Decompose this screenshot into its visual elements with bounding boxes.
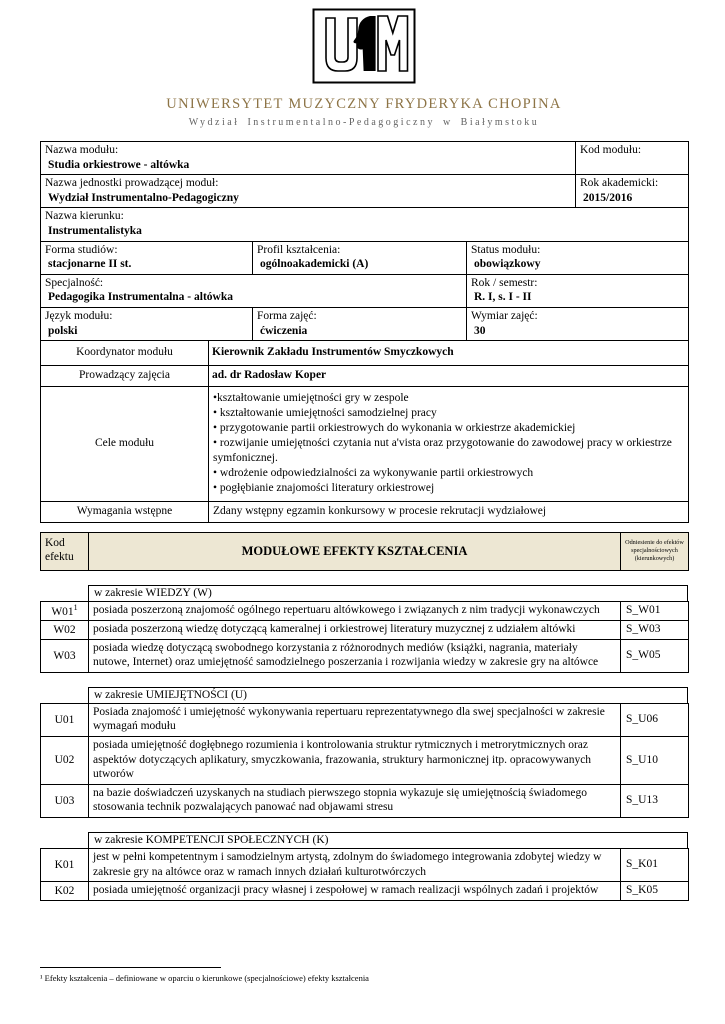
cell-kod-modulu bbox=[576, 142, 689, 175]
kierunek-value: Instrumentalistyka bbox=[48, 224, 142, 237]
effect-text: na bazie doświadczeń uzyskanych na studiach pierwszego stopnia wykazuje się umiejętnością świadomego stosowania technik pozwalających panować nad objawami stresu bbox=[89, 784, 621, 817]
effect-code: K01 bbox=[41, 849, 89, 882]
kierunek-label: Nazwa kierunku: bbox=[45, 210, 124, 223]
effect-ref: S_K05 bbox=[621, 882, 689, 901]
cell-forma-zajec bbox=[253, 307, 467, 340]
row-specjalnosc bbox=[41, 274, 689, 307]
footnote-marker: 1 bbox=[73, 602, 78, 612]
effects-table-umiejetnosci bbox=[40, 703, 689, 818]
university-name: UNIWERSYTET MUZYCZNY FRYDERYKA CHOPINA bbox=[166, 96, 562, 112]
wymiar-zajec-value: 30 bbox=[474, 324, 486, 337]
row-wymagania bbox=[41, 501, 689, 522]
cele-bullet: • kształtowanie umiejętności samodzielnej pracy bbox=[213, 407, 437, 420]
section-title-umiejetnosci: w zakresie UMIEJĘTNOŚCI (U) bbox=[88, 687, 688, 704]
cell-nazwa-modulu bbox=[41, 142, 576, 175]
forma-studiow-label: Forma studiów: bbox=[45, 243, 118, 256]
rok-semestr-value: R. I, s. I - II bbox=[474, 291, 532, 304]
header bbox=[40, 8, 688, 128]
cell-rok-semestr bbox=[467, 274, 689, 307]
effect-ref: S_U06 bbox=[621, 703, 689, 736]
university-logo-icon bbox=[312, 8, 416, 84]
effect-ref: S_U10 bbox=[621, 737, 689, 785]
rok-akademicki-label: Rok akademicki: bbox=[580, 177, 659, 190]
wymiar-zajec-label: Wymiar zajęć: bbox=[471, 309, 538, 322]
kod-modulu-label: Kod modułu: bbox=[580, 144, 642, 156]
effect-row bbox=[41, 882, 689, 901]
cell-jednostka bbox=[41, 175, 576, 208]
effect-text: posiada umiejętność organizacji pracy własnej i zespołowej w ramach realizacji wspólnych zadań i projektów bbox=[89, 882, 621, 901]
effect-code bbox=[41, 601, 89, 620]
cell-kierunek bbox=[41, 208, 689, 241]
cell-jezyk bbox=[41, 307, 253, 340]
jednostka-label: Nazwa jednostki prowadzącej moduł: bbox=[45, 177, 219, 190]
jezyk-label: Język modułu: bbox=[45, 309, 113, 322]
effect-code: U03 bbox=[41, 784, 89, 817]
effect-text: posiada poszerzoną znajomość ogólnego repertuaru altówkowego i związanych z nim tradycji wykonawczych bbox=[89, 601, 621, 620]
effect-text: jest w pełni kompetentnym i samodzielnym artystą, zdolnym do świadomego integrowania zdobytej wiedzy w zakresie gry na altówce oraz w ramach innych działań kulturotwórczych bbox=[89, 849, 621, 882]
prowadzacy-label: Prowadzący zajęcia bbox=[41, 366, 209, 387]
footnote-divider bbox=[40, 967, 221, 968]
effect-row bbox=[41, 737, 689, 785]
cele-bullet: • pogłębianie znajomości literatury orkiestrowej bbox=[213, 481, 435, 494]
wymagania-label: Wymagania wstępne bbox=[41, 501, 209, 522]
rok-akademicki-value: 2015/2016 bbox=[583, 191, 633, 204]
effect-ref: S_U13 bbox=[621, 784, 689, 817]
effect-code: W02 bbox=[41, 621, 89, 640]
cele-bullet: • przygotowanie partii orkiestrowych do wykonania w orkiestrze akademickiej bbox=[213, 422, 576, 434]
effect-row bbox=[41, 621, 689, 640]
forma-zajec-value: ćwiczenia bbox=[260, 324, 308, 337]
cele-bullet: • rozwijanie umiejętności czytania nut a'vista oraz przygotowanie do zawodowej pracy w orkiestrze symfonicznej. bbox=[213, 436, 672, 464]
effect-text: posiada umiejętność dogłębnego rozumienia i kontrolowania struktur rytmicznych i metrorytmicznych oraz aspektów dotyczących aplikatury, smyczkowania, frazowania, struktury harmonicznej itp. opracowywanych utworów bbox=[89, 737, 621, 785]
effect-text: posiada poszerzoną wiedzę dotyczącą kameralnej i orkiestrowej literatury muzycznej z udziałem altówki bbox=[89, 621, 621, 640]
effect-code: K02 bbox=[41, 882, 89, 901]
profil-label: Profil kształcenia: bbox=[257, 243, 341, 256]
nazwa-modulu-label: Nazwa modułu: bbox=[45, 144, 119, 156]
status-label: Status modułu: bbox=[471, 243, 541, 256]
effect-row bbox=[41, 784, 689, 817]
effect-row bbox=[41, 849, 689, 882]
effects-header-table bbox=[40, 532, 689, 571]
section-title-kompetencje: w zakresie KOMPETENCJI SPOŁECZNYCH (K) bbox=[88, 832, 688, 849]
effect-code: W03 bbox=[41, 639, 89, 672]
nazwa-modulu-value: Studia orkiestrowe - altówka bbox=[48, 158, 190, 171]
effects-kod-header: Kod efektu bbox=[41, 532, 89, 570]
row-forma-profil-status bbox=[41, 241, 689, 274]
cell-wymiar-zajec bbox=[467, 307, 689, 340]
cele-value bbox=[209, 387, 689, 502]
cell-forma-studiow bbox=[41, 241, 253, 274]
koordynator-value: Kierownik Zakładu Instrumentów Smyczkowych bbox=[209, 341, 689, 366]
row-nazwa-modulu bbox=[41, 142, 689, 175]
row-jezyk-forma-wymiar bbox=[41, 307, 689, 340]
cell-rok-akademicki bbox=[576, 175, 689, 208]
effect-code: U02 bbox=[41, 737, 89, 785]
forma-zajec-label: Forma zajęć: bbox=[257, 309, 317, 322]
footnote-text: ¹ Efekty kształcenia – definiowane w oparciu o kierunkowe (specjalnościowe) efekty kształcenia bbox=[40, 972, 369, 983]
effects-section-kompetencje bbox=[40, 832, 688, 901]
effects-title: MODUŁOWE EFEKTY KSZTAŁCENIA bbox=[89, 532, 621, 570]
row-kierunek bbox=[41, 208, 689, 241]
effects-table-kompetencje bbox=[40, 848, 689, 901]
faculty-name: Wydział Instrumentalno-Pedagogiczny w Białymstoku bbox=[188, 117, 540, 128]
row-prowadzacy bbox=[41, 366, 689, 387]
effects-section-wiedza bbox=[40, 585, 688, 673]
jezyk-value: polski bbox=[48, 324, 78, 337]
row-cele bbox=[41, 387, 689, 502]
profil-value: ogólnoakademicki (A) bbox=[260, 258, 369, 271]
section-title-wiedza: w zakresie WIEDZY (W) bbox=[88, 585, 688, 602]
effect-row bbox=[41, 703, 689, 736]
effect-code: U01 bbox=[41, 703, 89, 736]
module-info-table bbox=[40, 141, 689, 523]
effects-ref-header: Odniesienie do efektów specjalnościowych (kierunkowych) bbox=[621, 532, 689, 570]
effect-ref: S_W05 bbox=[621, 639, 689, 672]
prowadzacy-value: ad. dr Radosław Koper bbox=[209, 366, 689, 387]
effect-text: posiada wiedzę dotyczącą swobodnego korzystania z różnorodnych mediów (książki, nagrania, materiały nutowe, Internet) oraz umiejętność samodzielnego poszerzania i rozwijania wiedzy w zakresie gry na altówce bbox=[89, 639, 621, 672]
forma-studiow-value: stacjonarne II st. bbox=[48, 258, 132, 271]
row-jednostka bbox=[41, 175, 689, 208]
effect-text: Posiada znajomość i umiejętność wykonywania repertuaru reprezentatywnego dla swej specjalności w zakresie wymagań modułu bbox=[89, 703, 621, 736]
effect-row bbox=[41, 601, 689, 620]
cele-bullet: • wdrożenie odpowiedzialności za wykonywanie partii orkiestrowych bbox=[213, 466, 534, 479]
cell-specjalnosc bbox=[41, 274, 467, 307]
effect-code-text: W01 bbox=[51, 605, 74, 618]
rok-semestr-label: Rok / semestr: bbox=[471, 276, 538, 289]
cell-profil bbox=[253, 241, 467, 274]
cele-bullet: •kształtowanie umiejętności gry w zespole bbox=[213, 392, 409, 405]
cell-status bbox=[467, 241, 689, 274]
row-koordynator bbox=[41, 341, 689, 366]
effects-table-wiedza bbox=[40, 601, 689, 673]
effects-section-umiejetnosci bbox=[40, 687, 688, 818]
effect-row bbox=[41, 639, 689, 672]
cele-label: Cele modułu bbox=[41, 387, 209, 502]
jednostka-value: Wydział Instrumentalno-Pedagogiczny bbox=[48, 191, 239, 204]
effects-header-row bbox=[41, 532, 689, 570]
specjalnosc-value: Pedagogika Instrumentalna - altówka bbox=[48, 291, 233, 304]
footnote-block bbox=[40, 967, 680, 984]
status-value: obowiązkowy bbox=[474, 258, 541, 271]
effect-ref: S_W03 bbox=[621, 621, 689, 640]
specjalnosc-label: Specjalność: bbox=[45, 276, 104, 289]
koordynator-label: Koordynator modułu bbox=[41, 341, 209, 366]
wymagania-value: Zdany wstępny egzamin konkursowy w procesie rekrutacji wydziałowej bbox=[209, 501, 689, 522]
effect-ref: S_K01 bbox=[621, 849, 689, 882]
effect-ref: S_W01 bbox=[621, 601, 689, 620]
